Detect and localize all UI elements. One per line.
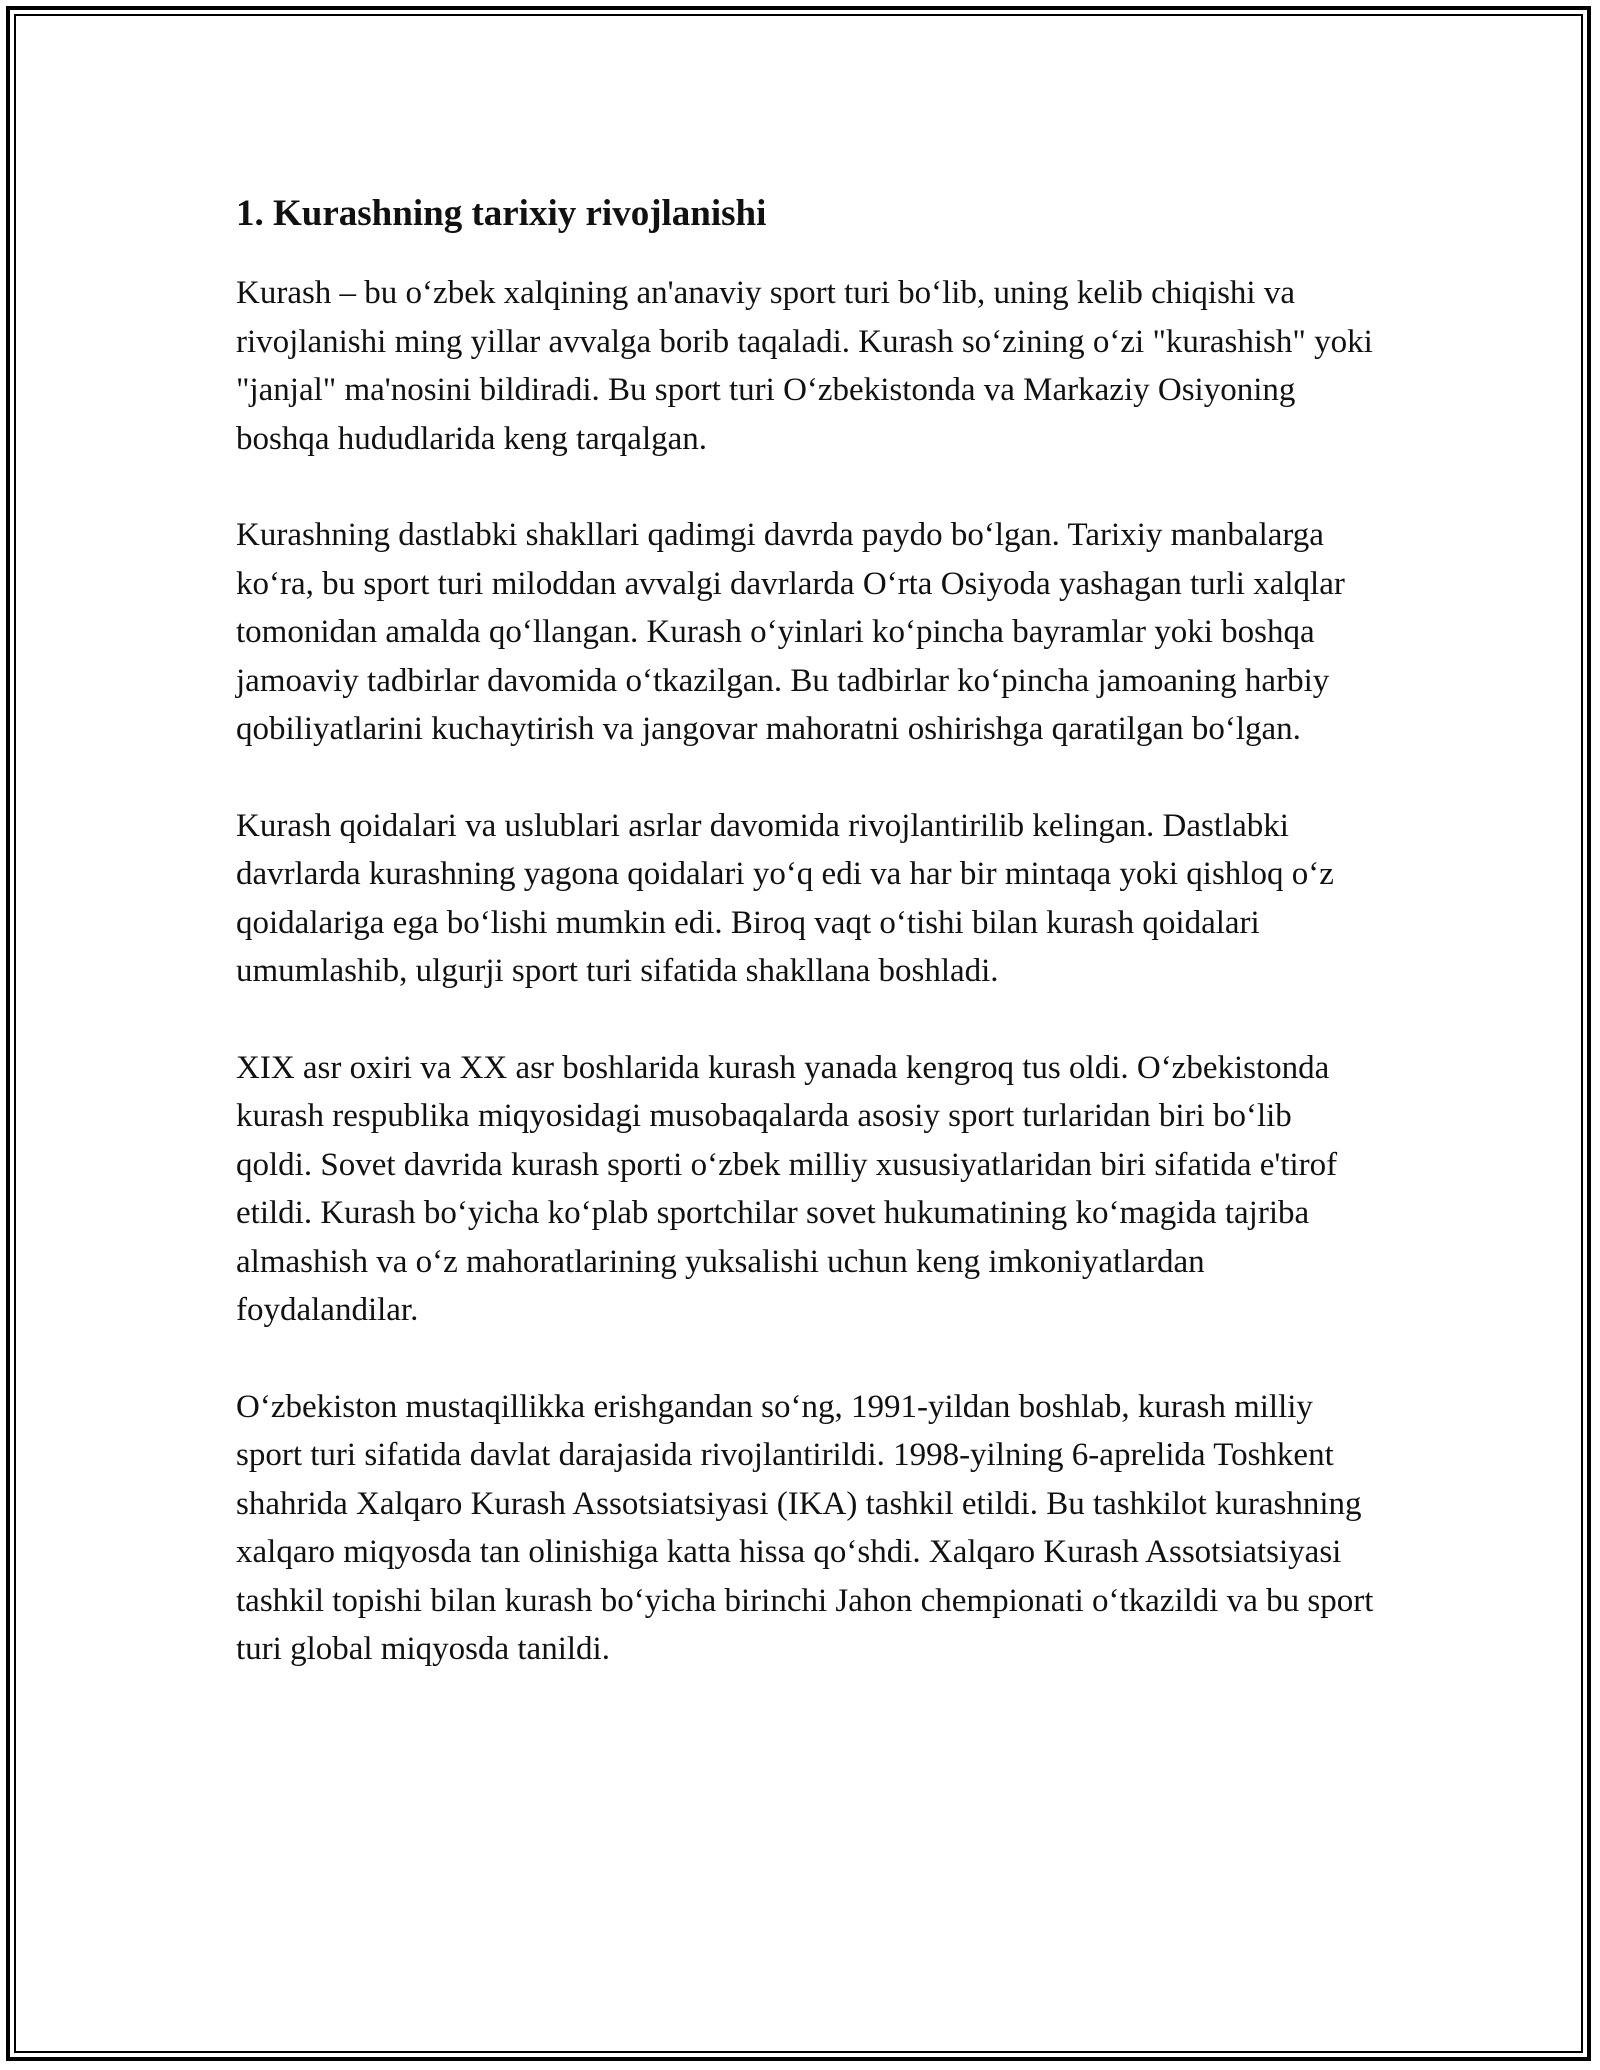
document-body [236,186,1376,1674]
paragraph-5: O‘zbekiston mustaqillikka erishgandan so‘ng, 1991-yildan boshlab, kurash milliy sport turi sifatida davlat darajasida rivojlantirildi. 1998-yilning 6-aprelida Toshkent shahrida Xalqaro Kurash Assotsiatsiyasi (IKA) tashkil etildi. Bu tashkilot kurashning xalqaro miqyosda tan olinishiga katta hissa qo‘shdi. Xalqaro Kurash Assotsiatsiyasi tashkil topishi bilan kurash bo‘yicha birinchi Jahon chempionati o‘tkazildi va bu sport turi global miqyosda tanildi. [236,1388,1374,1667]
paragraph-1: Kurash – bu o‘zbek xalqining an'anaviy sport turi bo‘lib, uning kelib chiqishi va rivojlanishi ming yillar avvalga borib taqaladi. Kurash so‘zining o‘zi "kurashish" yoki "janjal" ma'nosini bildiradi. Bu sport turi O‘zbekistonda va Markaziy Osiyoning boshqa hududlarida keng tarqalgan. [236,275,1373,457]
paragraph-2: Kurashning dastlabki shakllari qadimgi davrda paydo bo‘lgan. Tarixiy manbalarga ko‘ra, bu sport turi miloddan avvalgi davrlarda O‘rta Osiyoda yashagan turli xalqlar tomonidan amalda qo‘llangan. Kurash o‘yinlari ko‘pincha bayramlar yoki boshqa jamoaviy tadbirlar davomida o‘tkazilgan. Bu tadbirlar ko‘pincha jamoaning harbiy qobiliyatlarini kuchaytirish va jangovar mahoratni oshirishga qaratilgan bo‘lgan. [236,517,1345,747]
section-heading: 1. Kurashning tarixiy rivojlanishi [236,193,767,234]
paragraph-3: Kurash qoidalari va uslublari asrlar davomida rivojlantirilib kelingan. Dastlabki davrlarda kurashning yagona qoidalari yo‘q edi va har bir mintaqa yoki qishloq o‘z qoidalariga ega bo‘lishi mumkin edi. Biroq vaqt o‘tishi bilan kurash qoidalari umumlashib, ulgurji sport turi sifatida shakllana boshladi. [236,807,1334,989]
paragraph-4: XIX asr oxiri va XX asr boshlarida kurash yanada kengroq tus oldi. O‘zbekistonda kurash respublika miqyosidagi musobaqalarda asosiy sport turlaridan biri bo‘lib qoldi. Sovet davrida kurash sporti o‘zbek milliy xususiyatlaridan biri sifatida e'tirof etildi. Kurash bo‘yicha ko‘plab sportchilar sovet hukumatining ko‘magida tajriba almashish va o‘z mahoratlarining yuksalishi uchun keng imkoniyatlardan foydalandilar. [236,1049,1338,1328]
